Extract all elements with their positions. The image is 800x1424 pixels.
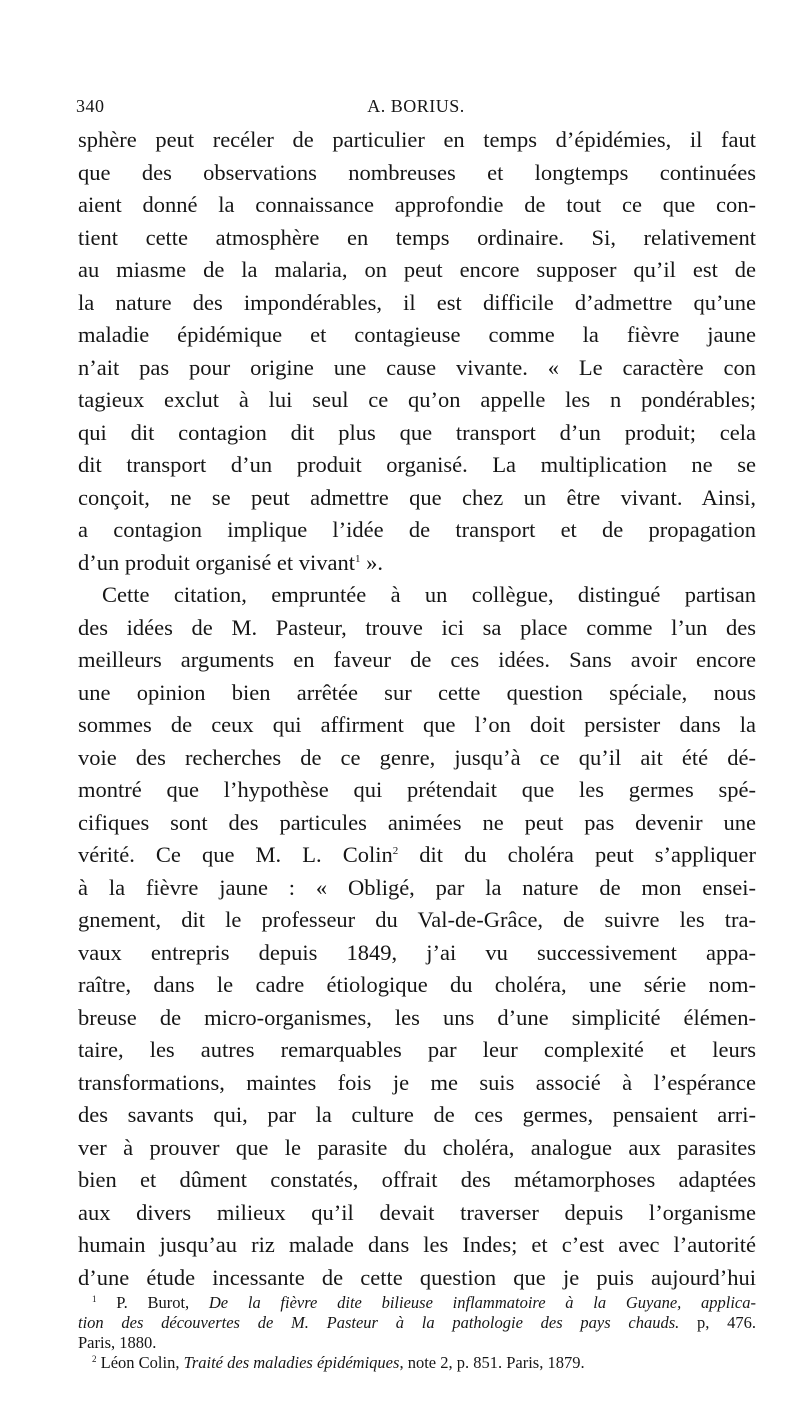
text-line: voie des recherches de ce genre, jusqu’à ce qu’il ait été dé- — [78, 744, 756, 770]
text-line: aux divers milieux qu’il devait traverser depuis l’organisme — [78, 1199, 756, 1225]
text-line: raître, dans le cadre étiologique du choléra, une série nom- — [78, 972, 756, 997]
text-line: tient cette atmosphère en temps ordinaire. Si, relativement — [78, 224, 756, 250]
text-line: Cette citation, empruntée à un collègue, distingué partisan — [102, 582, 756, 607]
footnote-2: $^2$ Léon Colin, Traité des maladies épidémiques, note 2, p. 851. Paris, 1879. — [92, 1353, 585, 1372]
text-line: ver à prouver que le parasite du choléra, analogue aux parasites — [78, 1134, 756, 1160]
text-line: d’une étude incessante de cette question que je puis aujourd’hui — [78, 1264, 756, 1290]
text-line: à la fièvre jaune : « Obligé, par la nature de mon ensei- — [78, 874, 756, 900]
running-head-author: A. BORIUS. — [367, 96, 465, 116]
text-line: transformations, maintes fois je me suis associé à l’espérance — [78, 1069, 756, 1095]
footnotes — [78, 1293, 756, 1373]
footnote-2-title: Traité des maladies épidémiques — [183, 1353, 400, 1372]
text-line: conçoit, ne se peut admettre que chez un être vivant. Ainsi, — [78, 484, 756, 510]
text-line: qui dit contagion dit plus que transport d’un produit; cela — [78, 419, 756, 445]
footnote-marker-1: 1 — [92, 1294, 97, 1304]
text-line: bien et dûment constatés, offrait des métamorphoses adaptées — [78, 1167, 756, 1192]
footnote-1-title: De la fièvre dite bilieuse inflammatoire à la Guyane, applica- — [208, 1293, 756, 1312]
footnote-1-line-2: tion des découvertes de M. Pasteur à la pathologie des pays chauds. p, 476. — [78, 1313, 756, 1332]
text-line: des idées de M. Pasteur, trouve ici sa place comme l’un des — [78, 614, 756, 640]
footnote-1-line-1: $^1$ P. Burot, De la fièvre dite bilieuse inflammatoire à la Guyane, applica- — [92, 1293, 756, 1312]
text-line: aient donné la connaissance approfondie de tout ce que con- — [78, 192, 756, 217]
text-line: dit transport d’un produit organisé. La multiplication ne se — [78, 452, 756, 477]
text-line: taire, les autres remarquables par leur complexité et leurs — [78, 1037, 756, 1062]
body-text — [78, 124, 756, 1294]
text-line: vaux entrepris depuis 1849, j’ai vu successivement appa- — [78, 939, 756, 965]
text-line: des savants qui, par la culture de ces germes, pensaient arri- — [78, 1102, 756, 1127]
text-line: la nature des impondérables, il est difficile d’admettre qu’une — [78, 289, 756, 315]
text-line: sommes de ceux qui affirment que l’on doit persister dans la — [78, 712, 756, 737]
text-line: a contagion implique l’idée de transport et de propagation — [78, 517, 756, 542]
text-line: montré que l’hypothèse qui prétendait que les germes spé- — [78, 777, 756, 802]
text-line: n’ait pas pour origine une cause vivante. « Le caractère con — [78, 354, 756, 380]
text-line: humain jusqu’au riz malade dans les Indes; et c’est avec l’autorité — [78, 1232, 756, 1257]
running-header — [76, 96, 756, 118]
page-number: 340 — [76, 96, 105, 116]
text-line: tagieux exclut à lui seul ce qu’on appelle les n pondérables; — [78, 387, 756, 412]
footnote-marker-2: 2 — [92, 1354, 97, 1364]
text-line: au miasme de la malaria, on peut encore supposer qu’il est de — [78, 257, 756, 282]
footnote-reference: 2 — [392, 845, 399, 857]
text-line: une opinion bien arrêtée sur cette question spéciale, nous — [78, 679, 756, 705]
text-line: d’un produit organisé et vivant$^1$ ». — [78, 549, 384, 575]
text-line: gnement, dit le professeur du Val-de-Grâce, de suivre les tra- — [78, 907, 756, 932]
text-line: maladie épidémique et contagieuse comme la fièvre jaune — [78, 322, 756, 347]
text-line: cifiques sont des particules animées ne peut pas devenir une — [78, 809, 756, 835]
footnote-reference: 1 — [355, 552, 361, 565]
text-line: meilleurs arguments en faveur de ces idées. Sans avoir encore — [78, 647, 756, 672]
footnote-1-line-3: Paris, 1880. — [78, 1333, 157, 1352]
text-line: breuse de micro-organismes, les uns d’une simplicité élémen- — [78, 1004, 756, 1030]
text-line: sphère peut recéler de particulier en temps d’épidémies, il faut — [78, 127, 756, 152]
text-line: que des observations nombreuses et longtemps continuées — [78, 159, 756, 185]
text-line: vérité. Ce que M. L. Colin$^2$ dit du choléra peut s’appliquer — [78, 842, 756, 867]
